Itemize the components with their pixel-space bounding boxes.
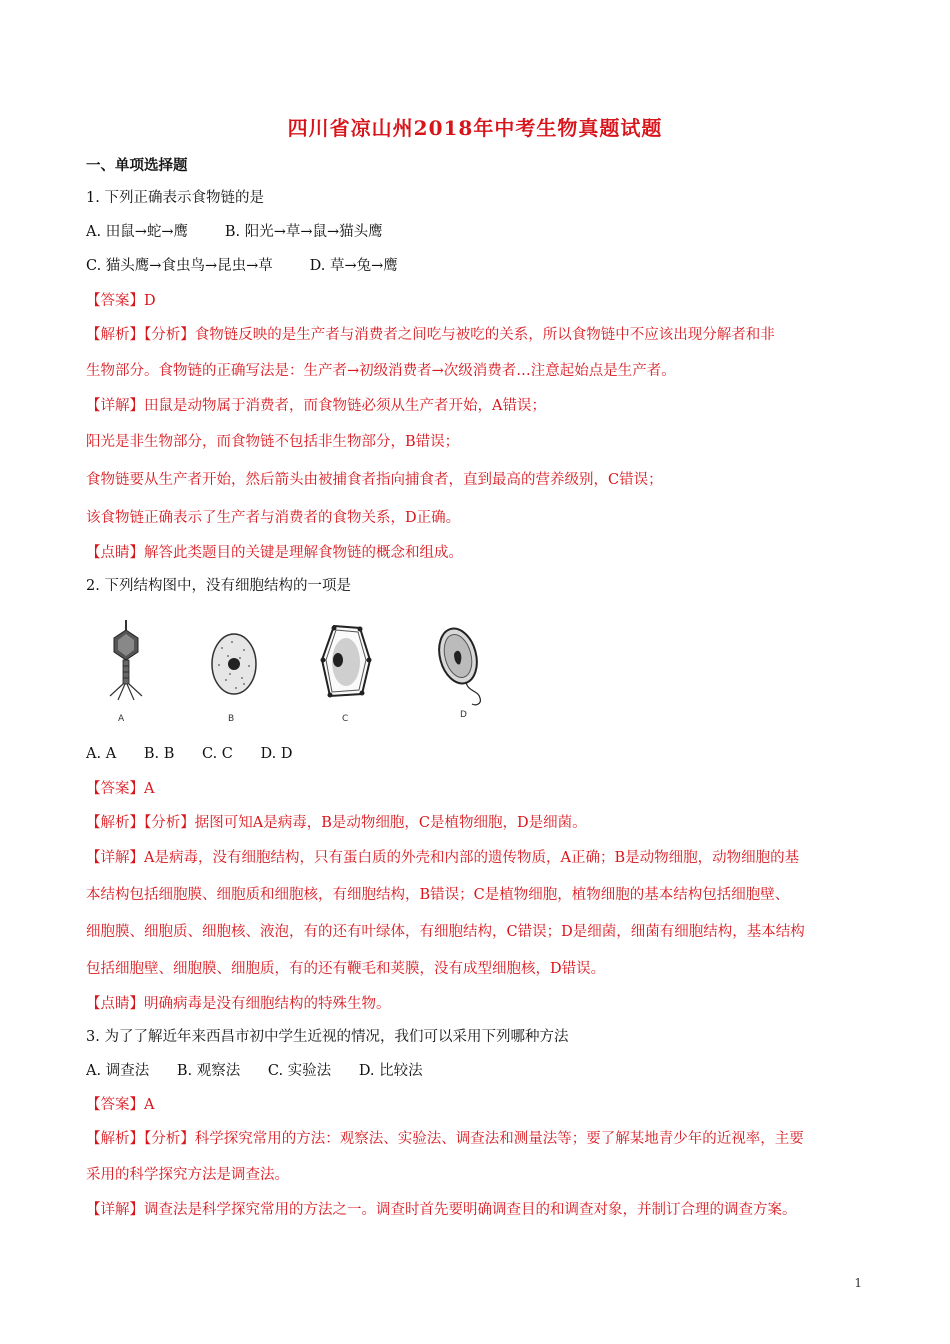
question-3-analysis-line1: 【解析】【分析】科学探究常用的方法：观察法、实验法、调查法和测量法等；要了解某地青少年的近视率，主要 (86, 1131, 804, 1147)
question-1-stem: 1. 下列正确表示食物链的是 (86, 190, 264, 206)
question-1-detail-line3: 食物链要从生产者开始，然后箭头由被捕食者指向捕食者，直到最高的营养级别，C错误； (86, 472, 663, 488)
figure-label-b: B (228, 714, 235, 724)
page-number: 1 (854, 1276, 862, 1290)
question-1-detail-line1: 【详解】田鼠是动物属于消费者，而食物链必须从生产者开始，A错误； (86, 398, 546, 414)
question-1-detail-line2: 阳光是非生物部分，而食物链不包括非生物部分，B错误； (86, 434, 460, 450)
question-1-analysis-line2: 生物部分。食物链的正确写法是：生产者→初级消费者→次级消费者…注意起始点是生产者。 (86, 363, 676, 379)
question-2-tip: 【点睛】明确病毒是没有细胞结构的特殊生物。 (86, 996, 391, 1012)
question-3-stem: 3. 为了了解近年来西昌市初中学生近视的情况，我们可以采用下列哪种方法 (86, 1029, 569, 1045)
cell-structure-figures (96, 620, 496, 730)
question-3-analysis-line2: 采用的科学探究方法是调查法。 (86, 1167, 289, 1183)
question-2-stem: 2. 下列结构图中，没有细胞结构的一项是 (86, 578, 351, 594)
figure-label-a: A (118, 714, 125, 724)
question-1-detail-line4: 该食物链正确表示了生产者与消费者的食物关系，D正确。 (86, 510, 461, 526)
page-title: 四川省凉山州2018年中考生物真题试题 (287, 116, 663, 140)
question-3-options: A. 调查法 B. 观察法 C. 实验法 D. 比较法 (86, 1063, 423, 1079)
question-2-detail-line2: 本结构包括细胞膜、细胞质和细胞核，有细胞结构，B错误；C是植物细胞，植物细胞的基本结构包括细胞壁、 (86, 887, 790, 903)
question-1-analysis-line1: 【解析】【分析】食物链反映的是生产者与消费者之间吃与被吃的关系，所以食物链中不应该出现分解者和非 (86, 327, 775, 343)
question-2-analysis: 【解析】【分析】据图可知A是病毒，B是动物细胞，C是植物细胞，D是细菌。 (86, 815, 587, 831)
question-2-detail-line3: 细胞膜、细胞质、细胞核、液泡，有的还有叶绿体，有细胞结构，C错误；D是细菌，细菌有细胞结构，基本结构 (86, 924, 805, 940)
question-1-options-ab: A. 田鼠→蛇→鹰 B. 阳光→草→鼠→猫头鹰 (86, 224, 383, 240)
question-1-answer: 【答案】D (86, 293, 156, 309)
virus-figure (96, 620, 156, 728)
figure-label-c: C (342, 714, 349, 724)
question-2-detail-line1: 【详解】A是病毒，没有细胞结构，只有蛋白质的外壳和内部的遗传物质，A正确；B是动物细胞，动物细胞的基 (86, 850, 800, 866)
question-2-answer: 【答案】A (86, 781, 155, 797)
question-2-detail-line4: 包括细胞壁、细胞膜、细胞质，有的还有鞭毛和荚膜，没有成型细胞核，D错误。 (86, 961, 606, 977)
question-1-tip: 【点睛】解答此类题目的关键是理解食物链的概念和组成。 (86, 545, 463, 561)
question-3-detail-line1: 【详解】调查法是科学探究常用的方法之一。调查时首先要明确调查目的和调查对象，并制订合理的调查方案。 (86, 1202, 797, 1218)
plant-cell-figure (314, 620, 378, 728)
animal-cell-figure (204, 620, 264, 728)
question-3-answer: 【答案】A (86, 1097, 155, 1113)
figure-label-d: D (460, 710, 467, 720)
question-2-options: A. A B. B C. C D. D (86, 746, 293, 762)
question-1-options-cd: C. 猫头鹰→食虫鸟→昆虫→草 D. 草→兔→鹰 (86, 258, 398, 274)
section-heading: 一、单项选择题 (86, 157, 188, 174)
